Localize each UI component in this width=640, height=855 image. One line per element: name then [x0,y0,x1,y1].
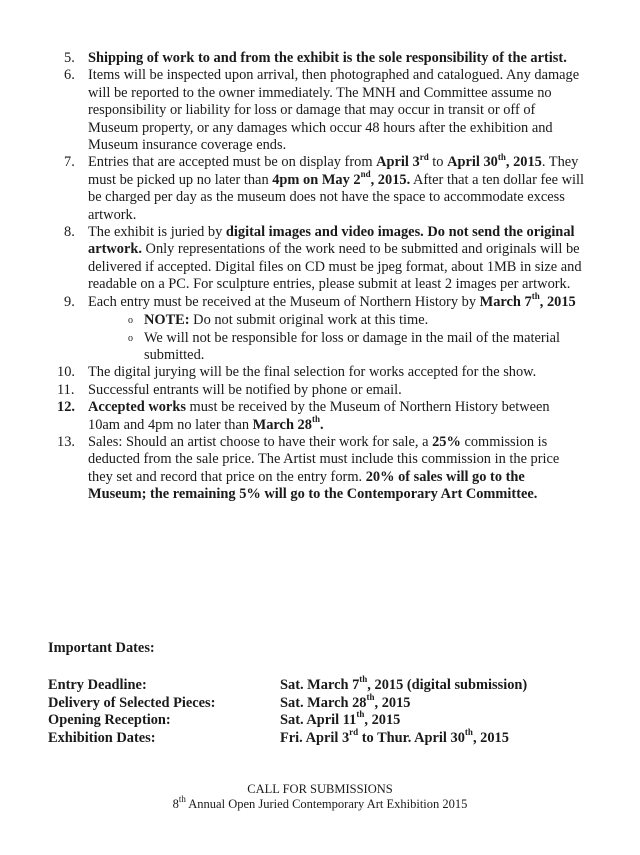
display-start-date: April 3rd [376,151,429,171]
list-item: o NOTE: Do not submit original work at this time. [128,312,429,329]
rule-number: 7. [64,154,75,171]
bullet-icon: o [128,332,133,344]
emphasis-text: Do not send the original artwork. [88,224,575,258]
rule-text: Items will be inspected upon arrival, then photographed and catalogued. Any damage will be reported to the owner immediately. The MNH and Committee assume no responsibility or liability for loss or damage that may occur in transit or off of Museum property, or any damages which occur 48 hours after the exhibition and Museum insurance coverage ends. [88,67,580,154]
emphasis-text: digital images and video images. [225,224,424,241]
rule-number: 13. [57,433,75,450]
important-dates-table [48,674,608,747]
bullet-icon: o [128,315,133,327]
footer-title: CALL FOR SUBMISSIONS [247,782,393,796]
rule-6 [0,67,640,154]
rule-7: 7. Entries that are accepted must be on display from April 3rd to April 30th, 2015. They must be picked up no later than 4pm on May 2nd, 2015. After that a ten dollar fee will be charged per day as the museum does not have the space to accommodate excess artwork. [64,151,585,223]
list-item: o We will not be responsible for loss or damage in the mail of the material submitted. [128,329,561,363]
rules-list [0,50,640,504]
rule-text: Shipping of work to and from the exhibit is the sole responsibility of the artist. [88,50,567,66]
rule-text: Successful entrants will be notified by phone or email. [88,381,402,398]
date-row-delivery: Delivery of Selected Pieces: Sat. March 28th, 2015 [48,691,411,711]
rule-8: 8. The exhibit is juried by digital images and video images. Do not send the original artwork. Only representations of the work need to be submitted and originals will be delivered if accepted. Digital files on CD must be jpeg format, about 1MB in size and readable on a PC. For sculpture entries, please submit at least 2 images per artwork. [64,224,582,293]
delivery-deadline-date: March 28th. [252,413,324,433]
sub-bullet-list [88,312,584,364]
rule-11 [0,382,640,399]
rule-number: 5. [64,50,75,66]
entry-deadline-date: March 7th, 2015 [479,290,576,310]
rule-9: 9. Each entry must be received at the Museum of Northern History by March 7th, 2015 o NOTE: Do not submit original work at this time. o We will not be responsible for loss or damage in the mail of the material submitted. [0,294,640,365]
rule-number: 6. [64,67,75,84]
footer-subtitle: 8th Annual Open Juried Contemporary Art Exhibition 2015 [172,793,468,811]
rule-number: 11. [57,381,75,398]
rule-13: 13. Sales: Should an artist choose to have their work for sale, a 25% commission is deducted from the sale price. The Artist must include this commission in the price they set and record that price on the entry form. 20% of sales will go to the Museum; the remaining 5% will go to the Contemporary Art Committee. [57,433,560,503]
page-footer [0,782,640,812]
rule-5 [0,50,640,67]
rule-number: 9. [64,293,75,310]
date-row-opening-reception: Opening Reception: Sat. April 11th, 2015 [48,709,401,729]
rule-10 [0,364,640,381]
rule-number: 8. [64,224,75,241]
rule-text: Entries that are accepted must be on display from [88,154,377,171]
rule-text: The digital jurying will be the final selection for works accepted for the show. [88,364,537,381]
date-row-exhibition-dates: Exhibition Dates: Fri. April 3rd to Thur. April 30th, 2015 [48,726,509,746]
pickup-deadline: 4pm on May 2nd, 2015. [272,169,411,188]
important-dates-heading: Important Dates: [48,640,155,656]
rule-number: 10. [57,364,75,381]
display-end-date: April 30th, 2015 [447,151,542,171]
rule-number: 12. [57,399,75,416]
date-row-entry-deadline: Entry Deadline: Sat. March 7th, 2015 (digital submission) [48,674,528,693]
rule-12: 12. Accepted works must be received by the Museum of Northern History between 10am and 4pm no later than March 28th. [57,399,550,433]
